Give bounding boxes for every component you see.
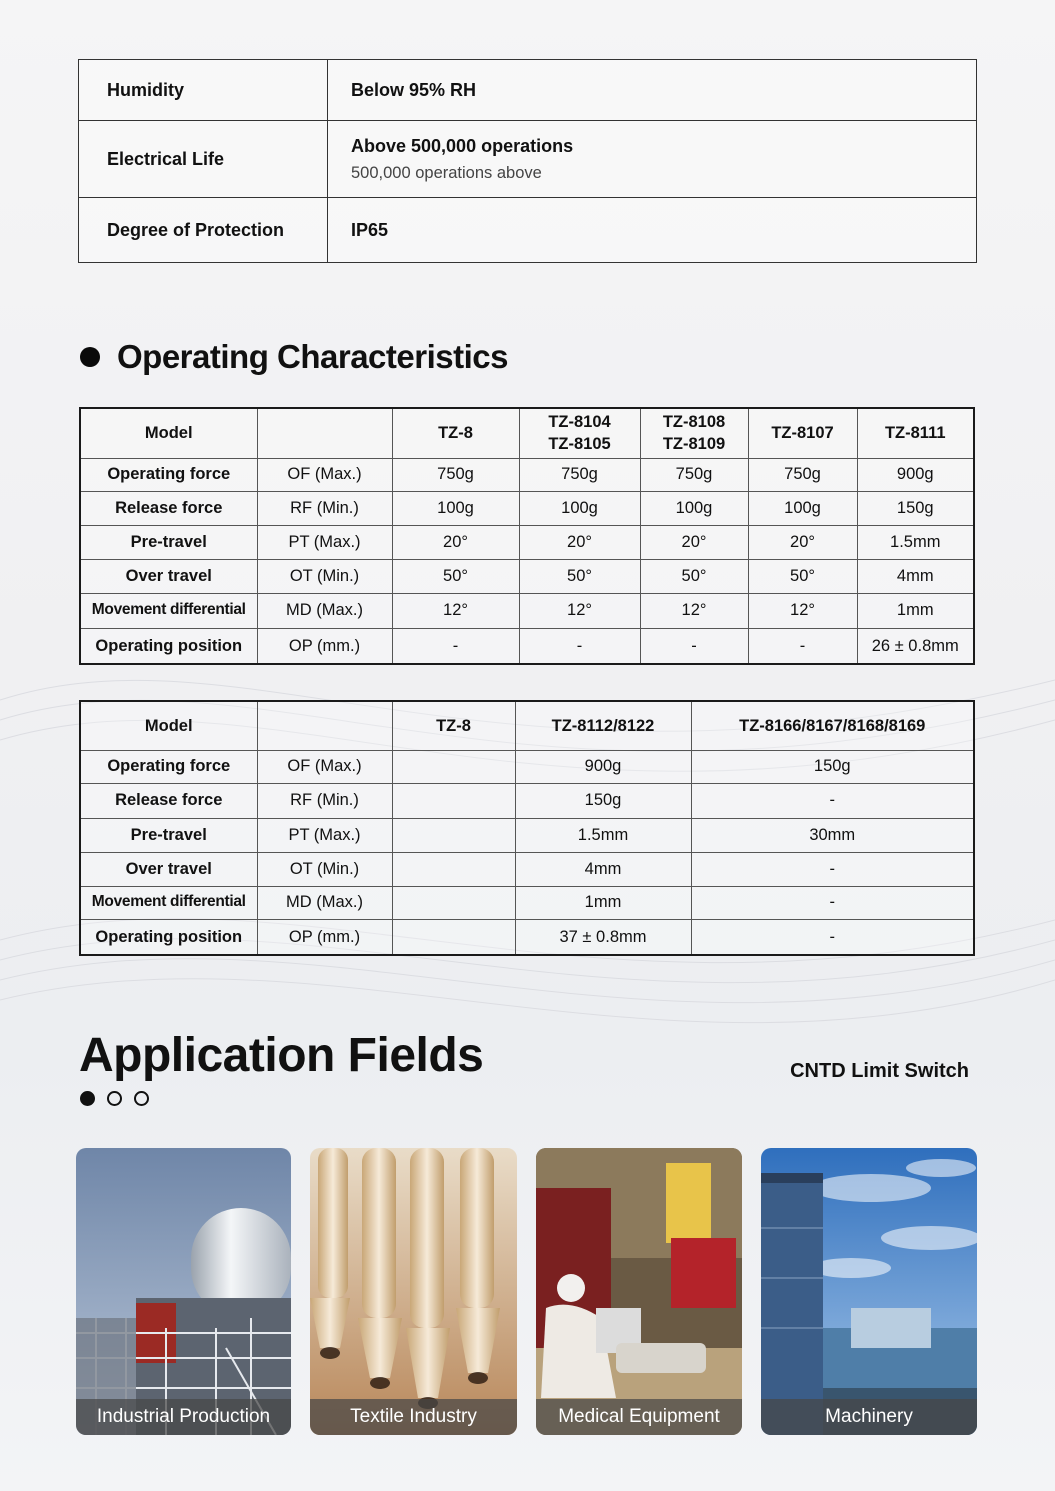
parameter-code: PT (Max.) <box>257 818 392 852</box>
spec-value-text: IP65 <box>351 219 389 240</box>
model-name: TZ-8108 <box>662 412 726 431</box>
dot-empty-icon <box>107 1091 122 1106</box>
table-cell: 150g <box>857 491 974 525</box>
parameter-code: OT (Min.) <box>257 559 392 593</box>
table-cell: - <box>640 628 748 664</box>
parameter-code: OP (mm.) <box>257 919 392 955</box>
table-row <box>80 783 974 818</box>
card-textile-industry[interactable] <box>310 1148 517 1435</box>
table-cell: 12° <box>392 593 519 628</box>
table-cell: 30mm <box>691 818 974 852</box>
table-cell: - <box>691 919 974 955</box>
code-header <box>257 408 392 458</box>
parameter-name: Movement differential <box>80 593 257 628</box>
parameter-code: OF (Max.) <box>257 750 392 783</box>
table-cell: 12° <box>640 593 748 628</box>
table-cell: - <box>691 783 974 818</box>
table-cell: 900g <box>515 750 691 783</box>
spec-value-text: Above 500,000 operations <box>351 135 574 156</box>
model-col-header <box>857 408 974 458</box>
parameter-name: Movement differential <box>80 886 257 919</box>
parameter-code: PT (Max.) <box>257 525 392 559</box>
card-label: Medical Equipment <box>536 1399 742 1435</box>
spec-value <box>328 60 977 121</box>
parameter-name: Operating position <box>80 919 257 955</box>
table-row <box>80 491 974 525</box>
dot-empty-icon <box>134 1091 149 1106</box>
table-cell: 1mm <box>857 593 974 628</box>
table-row <box>80 593 974 628</box>
table-row <box>80 525 974 559</box>
table-row <box>80 886 974 919</box>
spec-row <box>79 121 977 198</box>
table-cell: 50° <box>519 559 640 593</box>
table-cell-empty <box>392 919 515 955</box>
table-cell: 20° <box>392 525 519 559</box>
table-cell: 4mm <box>857 559 974 593</box>
table-cell: 750g <box>748 458 857 491</box>
factory-tower-image <box>761 1148 977 1435</box>
characteristics-table-2 <box>79 700 975 956</box>
parameter-name: Over travel <box>80 852 257 886</box>
spec-row <box>79 198 977 263</box>
table-cell: 100g <box>640 491 748 525</box>
parameter-name: Release force <box>80 491 257 525</box>
table-cell-empty <box>392 886 515 919</box>
table-cell-empty <box>392 818 515 852</box>
spec-value-text: Below 95% RH <box>351 79 477 100</box>
table-cell: - <box>748 628 857 664</box>
model-col-header: TZ-8 <box>392 701 515 750</box>
table-cell: 1.5mm <box>857 525 974 559</box>
parameter-code: MD (Max.) <box>257 593 392 628</box>
table-cell: 1.5mm <box>515 818 691 852</box>
pagination-dots <box>80 1091 149 1106</box>
spec-value <box>328 121 977 198</box>
model-name: TZ-8107 <box>771 424 834 443</box>
model-name: TZ-8105 <box>548 435 611 454</box>
dot-filled-icon <box>80 1091 95 1106</box>
parameter-code: RF (Min.) <box>257 783 392 818</box>
section-title: Operating Characteristics <box>117 338 508 375</box>
model-name: TZ-8109 <box>662 435 726 454</box>
model-col-header: TZ-8112/8122 <box>515 701 691 750</box>
table-row <box>80 919 974 955</box>
spec-value-subtext: 500,000 operations above <box>351 163 542 182</box>
table-cell: 50° <box>640 559 748 593</box>
table-cell: - <box>392 628 519 664</box>
table-row <box>80 750 974 783</box>
brand-label: CNTD Limit Switch <box>790 1060 969 1082</box>
bullet-icon <box>80 347 100 367</box>
section-heading <box>80 338 508 376</box>
table-header-row <box>80 701 974 750</box>
table-cell: 37 ± 0.8mm <box>515 919 691 955</box>
table-cell: - <box>691 886 974 919</box>
spec-table <box>78 59 977 263</box>
table-cell: 4mm <box>515 852 691 886</box>
table-cell-empty <box>392 852 515 886</box>
application-title: Application Fields <box>79 1029 484 1082</box>
parameter-code: OP (mm.) <box>257 628 392 664</box>
table-cell: 750g <box>392 458 519 491</box>
card-industrial-production[interactable] <box>76 1148 291 1435</box>
table-cell: 100g <box>748 491 857 525</box>
table-cell: 750g <box>640 458 748 491</box>
spec-key: Degree of Protection <box>79 198 328 263</box>
model-col-header: TZ-8166/8167/8168/8169 <box>691 701 974 750</box>
card-medical-equipment[interactable] <box>536 1148 742 1435</box>
spec-value <box>328 198 977 263</box>
table-cell: 100g <box>392 491 519 525</box>
spec-key: Electrical Life <box>79 121 328 198</box>
table-row <box>80 458 974 491</box>
parameter-name: Operating position <box>80 628 257 664</box>
table-cell: - <box>691 852 974 886</box>
model-header: Model <box>80 701 257 750</box>
table-cell: 50° <box>392 559 519 593</box>
parameter-name: Operating force <box>80 458 257 491</box>
table-cell: 150g <box>515 783 691 818</box>
parameter-code: RF (Min.) <box>257 491 392 525</box>
model-col-header <box>392 408 519 458</box>
parameter-name: Pre-travel <box>80 818 257 852</box>
table-row <box>80 852 974 886</box>
table-cell-empty <box>392 750 515 783</box>
lab-worker-image <box>536 1148 742 1435</box>
table-cell: 12° <box>519 593 640 628</box>
table-cell: 1mm <box>515 886 691 919</box>
table-cell: 150g <box>691 750 974 783</box>
card-label: Industrial Production <box>76 1399 291 1435</box>
model-col-header <box>640 408 748 458</box>
characteristics-table-1 <box>79 407 975 665</box>
model-name: TZ-8111 <box>884 424 946 443</box>
table-cell: 100g <box>519 491 640 525</box>
table-cell: 750g <box>519 458 640 491</box>
model-name: TZ-8104 <box>548 412 611 431</box>
table-cell: 26 ± 0.8mm <box>857 628 974 664</box>
model-header: Model <box>80 408 257 458</box>
parameter-code: OF (Max.) <box>257 458 392 491</box>
table-cell: 20° <box>640 525 748 559</box>
parameter-name: Release force <box>80 783 257 818</box>
parameter-name: Operating force <box>80 750 257 783</box>
table-row <box>80 559 974 593</box>
table-cell: 900g <box>857 458 974 491</box>
spec-row <box>79 60 977 121</box>
table-row <box>80 628 974 664</box>
card-machinery[interactable] <box>761 1148 977 1435</box>
yarn-spools-image <box>310 1148 517 1435</box>
parameter-code: OT (Min.) <box>257 852 392 886</box>
table-cell: 12° <box>748 593 857 628</box>
parameter-code: MD (Max.) <box>257 886 392 919</box>
table-header-row <box>80 408 974 458</box>
table-cell: - <box>519 628 640 664</box>
table-cell: 50° <box>748 559 857 593</box>
card-label: Machinery <box>761 1399 977 1435</box>
card-label: Textile Industry <box>310 1399 517 1435</box>
parameter-name: Pre-travel <box>80 525 257 559</box>
industrial-plant-image <box>76 1148 291 1435</box>
code-header <box>257 701 392 750</box>
table-cell-empty <box>392 783 515 818</box>
table-cell: 20° <box>748 525 857 559</box>
spec-key: Humidity <box>79 60 328 121</box>
model-col-header <box>519 408 640 458</box>
table-cell: 20° <box>519 525 640 559</box>
model-col-header <box>748 408 857 458</box>
model-name: TZ-8 <box>438 424 473 443</box>
table-row <box>80 818 974 852</box>
parameter-name: Over travel <box>80 559 257 593</box>
